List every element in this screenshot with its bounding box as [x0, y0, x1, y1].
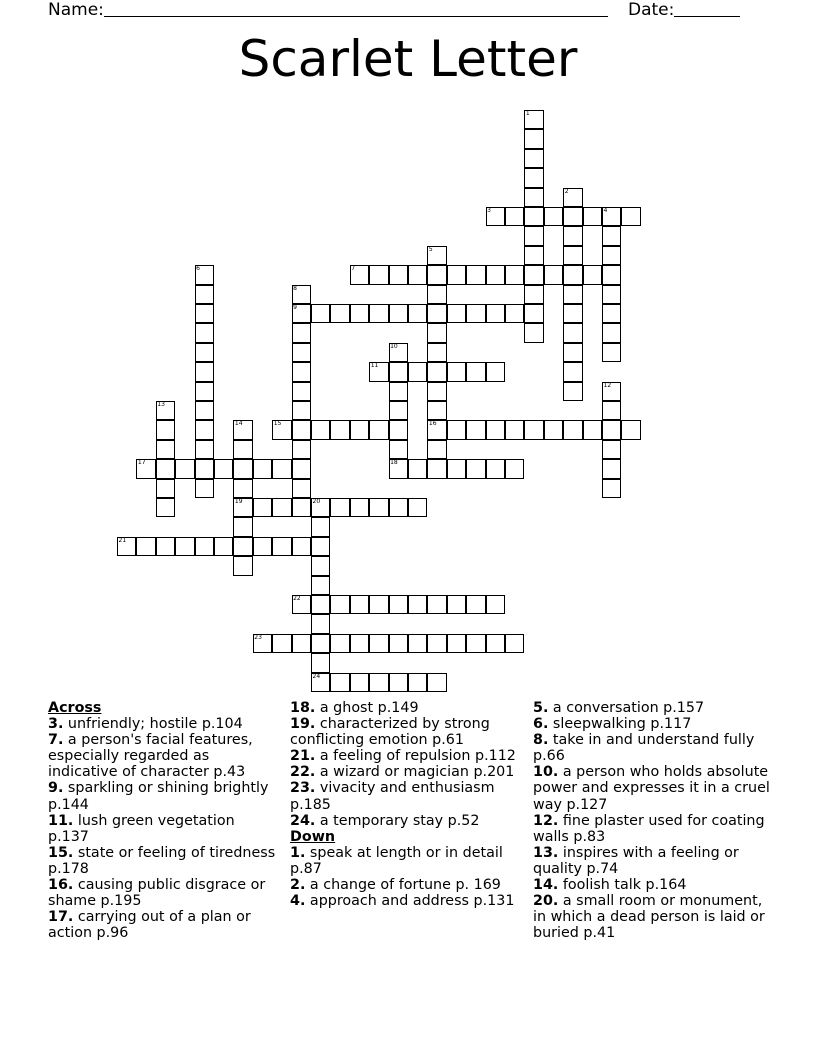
- grid-cell: [195, 459, 214, 478]
- grid-cell: [602, 401, 621, 420]
- grid-cell: [563, 304, 582, 323]
- clue-number: 4: [603, 207, 608, 214]
- grid-cell: [563, 246, 582, 265]
- clue-item-text: fine plaster used for coating walls p.83: [533, 812, 765, 845]
- grid-cell: [427, 459, 446, 478]
- clue-item-number: 11.: [48, 812, 74, 829]
- clue-item-number: 4.: [290, 893, 306, 910]
- grid-cell: [486, 459, 505, 478]
- grid-cell: [408, 595, 427, 614]
- clue-number: 5: [428, 245, 433, 253]
- grid-cell: [524, 226, 543, 245]
- clue-item-number: 19.: [290, 716, 316, 733]
- grid-cell: [369, 595, 388, 614]
- grid-cell: [311, 537, 330, 556]
- clue-number: 23: [254, 633, 262, 641]
- grid-cell: [563, 420, 582, 439]
- grid-cell: [311, 653, 330, 672]
- grid-cell: [583, 265, 602, 284]
- clue-item-number: 17.: [48, 909, 74, 926]
- grid-cell: [214, 459, 233, 478]
- grid-cell: [311, 420, 330, 439]
- grid-cell: [505, 634, 524, 653]
- grid-cell: [563, 265, 582, 284]
- grid-cell: [602, 323, 621, 342]
- grid-cell: [524, 265, 543, 284]
- grid-cell: [292, 459, 311, 478]
- grid-cell: [427, 382, 446, 401]
- date-line: [674, 16, 740, 17]
- clue-number: 21: [118, 536, 127, 544]
- grid-cell: [214, 537, 233, 556]
- grid-cell: [292, 440, 311, 459]
- grid-cell: [311, 556, 330, 575]
- clue-item: [290, 764, 526, 780]
- clue-item: [290, 700, 526, 716]
- grid-cell: [389, 440, 408, 459]
- grid-cell: [602, 246, 621, 265]
- clue-number: 11: [370, 362, 379, 370]
- clue-number: 18: [390, 459, 398, 467]
- grid-cell: [563, 382, 582, 401]
- clue-item: [290, 716, 526, 748]
- grid-cell: [602, 304, 621, 323]
- grid-cell: [195, 479, 214, 498]
- grid-cell: [311, 304, 330, 323]
- grid-cell: [524, 246, 543, 265]
- clue-number: 2: [564, 187, 569, 195]
- clue-item: [533, 877, 773, 893]
- date-label: Date:: [628, 0, 675, 20]
- grid-cell: [389, 420, 408, 439]
- grid-cell: [195, 401, 214, 420]
- clue-item-number: 24.: [290, 812, 316, 829]
- grid-cell: [292, 537, 311, 556]
- grid-cell: [195, 537, 214, 556]
- grid-cell: [350, 420, 369, 439]
- grid-cell: [602, 343, 621, 362]
- grid-cell: [486, 595, 505, 614]
- grid-cell: [466, 595, 485, 614]
- grid-cell: [447, 595, 466, 614]
- clue-item-text: a wizard or magician p.201: [315, 764, 515, 781]
- name-date-row: [48, 0, 748, 22]
- clue-item-number: 16.: [48, 877, 74, 894]
- grid-cell: [292, 401, 311, 420]
- clues-column-2: [290, 700, 526, 909]
- clue-number: 3: [487, 207, 491, 214]
- clue-item-text: vivacity and enthusiasm p.185: [290, 780, 495, 813]
- clue-item-number: 15.: [48, 844, 74, 861]
- grid-cell: [544, 207, 563, 226]
- grid-cell: [427, 440, 446, 459]
- grid-cell: [524, 149, 543, 168]
- grid-cell: [350, 595, 369, 614]
- grid-cell: [233, 459, 252, 478]
- grid-cell: [292, 479, 311, 498]
- clue-number: 10: [390, 342, 398, 350]
- grid-cell: [195, 362, 214, 381]
- grid-cell: [195, 323, 214, 342]
- grid-cell: [408, 304, 427, 323]
- grid-cell: [427, 304, 446, 323]
- grid-cell: [524, 168, 543, 187]
- clue-item: [533, 845, 773, 877]
- page-title: Scarlet Letter: [238, 30, 578, 88]
- clue-item-text: a person who holds absolute power and expresses it in a cruel way p.127: [533, 764, 770, 813]
- grid-cell: [389, 382, 408, 401]
- clue-item: [48, 732, 276, 780]
- grid-cell: [369, 498, 388, 517]
- clue-item-number: 21.: [290, 748, 316, 765]
- clue-item: [48, 780, 276, 812]
- grid-cell: [563, 362, 582, 381]
- clue-item-number: 3.: [48, 716, 64, 733]
- grid-cell: [563, 226, 582, 245]
- grid-cell: [195, 343, 214, 362]
- grid-cell: [427, 634, 446, 653]
- grid-cell: [544, 420, 563, 439]
- grid-cell: [602, 440, 621, 459]
- grid-cell: [524, 188, 543, 207]
- grid-cell: [195, 420, 214, 439]
- grid-cell: [524, 304, 543, 323]
- clue-item-number: 13.: [533, 844, 559, 861]
- grid-cell: [447, 304, 466, 323]
- grid-cell: [330, 420, 349, 439]
- grid-cell: [292, 498, 311, 517]
- grid-cell: [544, 265, 563, 284]
- grid-cell: [408, 265, 427, 284]
- grid-cell: [466, 304, 485, 323]
- grid-cell: [369, 304, 388, 323]
- grid-cell: [311, 517, 330, 536]
- grid-cell: [389, 498, 408, 517]
- clue-item-number: 8.: [533, 732, 549, 749]
- clue-item: [290, 748, 526, 764]
- grid-cell: [505, 207, 524, 226]
- grid-cell: [389, 304, 408, 323]
- grid-cell: [350, 498, 369, 517]
- grid-cell: [602, 459, 621, 478]
- clue-number: 7: [351, 265, 356, 273]
- clue-number: 22: [293, 595, 301, 602]
- grid-cell: [563, 207, 582, 226]
- grid-cell: [272, 498, 291, 517]
- grid-cell: [253, 459, 272, 478]
- grid-cell: [447, 265, 466, 284]
- clue-item-text: characterized by strong conflicting emotion p.61: [290, 716, 490, 749]
- clue-item-number: 7.: [48, 732, 64, 749]
- grid-cell: [330, 498, 349, 517]
- grid-cell: [427, 343, 446, 362]
- clue-number: 6: [196, 265, 200, 273]
- grid-cell: [408, 498, 427, 517]
- grid-cell: [330, 595, 349, 614]
- clue-item-number: 23.: [290, 780, 316, 797]
- clue-item: [533, 893, 773, 941]
- clue-item-number: 9.: [48, 780, 64, 797]
- clue-item-text: state or feeling of tiredness p.178: [48, 844, 276, 877]
- grid-cell: [466, 634, 485, 653]
- across-heading: Across: [48, 700, 102, 716]
- clue-item-number: 1.: [290, 844, 306, 861]
- grid-cell: [486, 362, 505, 381]
- clue-item-text: a conversation p.157: [548, 700, 705, 716]
- clue-item: [290, 780, 526, 812]
- clue-item-text: speak at length or in detail p.87: [290, 844, 503, 877]
- clue-item-number: 6.: [533, 716, 549, 733]
- clue-item: [290, 813, 526, 829]
- down-heading: Down: [290, 828, 336, 845]
- clue-item-number: 5.: [533, 700, 549, 716]
- clue-item-text: unfriendly; hostile p.104: [63, 716, 243, 733]
- clue-item-number: 14.: [533, 877, 559, 894]
- grid-cell: [621, 207, 640, 226]
- grid-cell: [311, 595, 330, 614]
- grid-cell: [233, 517, 252, 536]
- grid-cell: [175, 537, 194, 556]
- name-line: [104, 16, 608, 17]
- grid-cell: [466, 362, 485, 381]
- grid-cell: [292, 420, 311, 439]
- grid-cell: [389, 362, 408, 381]
- clue-item: [48, 877, 276, 909]
- clue-item: [48, 813, 276, 845]
- grid-cell: [524, 285, 543, 304]
- clue-number: 16: [428, 420, 437, 428]
- grid-cell: [330, 304, 349, 323]
- grid-cell: [466, 420, 485, 439]
- grid-cell: [408, 459, 427, 478]
- grid-cell: [195, 440, 214, 459]
- grid-cell: [583, 420, 602, 439]
- grid-cell: [408, 362, 427, 381]
- grid-cell: [389, 265, 408, 284]
- clue-item-text: inspires with a feeling or quality p.74: [533, 844, 739, 877]
- clue-item: [290, 893, 526, 909]
- grid-cell: [602, 420, 621, 439]
- clue-item-text: a ghost p.149: [315, 700, 419, 716]
- grid-cell: [427, 323, 446, 342]
- clue-item-number: 10.: [533, 764, 559, 781]
- grid-cell: [602, 226, 621, 245]
- clues-column-1: [48, 700, 276, 941]
- grid-cell: [602, 265, 621, 284]
- clue-number: 17: [137, 459, 146, 467]
- clue-item: [533, 813, 773, 845]
- clue-number: 9: [293, 304, 297, 311]
- grid-cell: [563, 285, 582, 304]
- grid-cell: [369, 265, 388, 284]
- grid-cell: [621, 420, 640, 439]
- grid-cell: [389, 401, 408, 420]
- grid-cell: [447, 362, 466, 381]
- grid-cell: [156, 479, 175, 498]
- clue-number: 19: [234, 498, 243, 505]
- clue-item-text: a change of fortune p. 169: [305, 877, 501, 894]
- grid-cell: [505, 265, 524, 284]
- grid-cell: [195, 285, 214, 304]
- grid-cell: [389, 634, 408, 653]
- grid-cell: [369, 673, 388, 692]
- grid-cell: [389, 595, 408, 614]
- grid-cell: [175, 459, 194, 478]
- grid-cell: [486, 420, 505, 439]
- clue-number: 15: [273, 420, 282, 428]
- grid-cell: [524, 129, 543, 148]
- grid-cell: [427, 673, 446, 692]
- clue-item-text: a temporary stay p.52: [315, 812, 480, 829]
- clue-item-text: approach and address p.131: [305, 893, 515, 910]
- clue-item-text: sleepwalking p.117: [548, 716, 692, 733]
- grid-cell: [233, 440, 252, 459]
- grid-cell: [195, 382, 214, 401]
- clue-item-text: take in and understand fully p.66: [533, 732, 755, 765]
- grid-cell: [156, 498, 175, 517]
- grid-cell: [427, 362, 446, 381]
- grid-cell: [427, 401, 446, 420]
- clue-number: 13: [157, 401, 165, 408]
- grid-cell: [233, 556, 252, 575]
- grid-cell: [350, 304, 369, 323]
- grid-cell: [524, 323, 543, 342]
- clue-item-text: a person's facial features, especially regarded as indicative of character p.43: [48, 732, 253, 781]
- grid-cell: [195, 304, 214, 323]
- grid-cell: [156, 420, 175, 439]
- grid-cell: [466, 265, 485, 284]
- clue-item-number: 18.: [290, 700, 316, 716]
- grid-cell: [427, 265, 446, 284]
- clue-item-text: causing public disgrace or shame p.195: [48, 877, 266, 910]
- grid-cell: [389, 673, 408, 692]
- clue-number: 8: [293, 284, 297, 292]
- grid-cell: [330, 673, 349, 692]
- grid-cell: [272, 459, 291, 478]
- grid-cell: [156, 440, 175, 459]
- clues-column-3: [533, 700, 773, 941]
- grid-cell: [253, 498, 272, 517]
- grid-cell: [292, 634, 311, 653]
- grid-cell: [369, 420, 388, 439]
- grid-cell: [427, 285, 446, 304]
- clue-item: [533, 732, 773, 764]
- clue-item: [48, 716, 276, 732]
- grid-cell: [350, 634, 369, 653]
- clue-item: [533, 764, 773, 812]
- clue-item-text: a feeling of repulsion p.112: [315, 748, 516, 765]
- grid-cell: [524, 420, 543, 439]
- grid-cell: [427, 595, 446, 614]
- grid-cell: [369, 634, 388, 653]
- grid-cell: [330, 634, 349, 653]
- grid-cell: [156, 459, 175, 478]
- grid-cell: [272, 634, 291, 653]
- clue-item: [290, 877, 526, 893]
- grid-cell: [563, 343, 582, 362]
- grid-cell: [447, 420, 466, 439]
- grid-cell: [602, 285, 621, 304]
- grid-cell: [233, 537, 252, 556]
- grid-cell: [311, 634, 330, 653]
- clue-item-text: foolish talk p.164: [558, 877, 687, 894]
- grid-cell: [447, 459, 466, 478]
- grid-cell: [156, 537, 175, 556]
- clue-item-text: carrying out of a plan or action p.96: [48, 909, 251, 942]
- clue-item: [48, 845, 276, 877]
- grid-cell: [486, 265, 505, 284]
- clue-item-text: sparkling or shining brightly p.144: [48, 780, 269, 813]
- grid-cell: [505, 420, 524, 439]
- clue-number: 1: [525, 110, 530, 117]
- clue-item-text: lush green vegetation p.137: [48, 812, 235, 845]
- clue-number: 12: [603, 381, 612, 389]
- grid-cell: [602, 479, 621, 498]
- clue-number: 24: [312, 672, 321, 680]
- grid-cell: [505, 304, 524, 323]
- clue-item-number: 12.: [533, 812, 559, 829]
- clue-number: 14: [234, 420, 243, 428]
- grid-cell: [583, 207, 602, 226]
- clue-item: [48, 909, 276, 941]
- grid-cell: [272, 537, 291, 556]
- clue-item: [533, 700, 773, 716]
- grid-cell: [233, 479, 252, 498]
- grid-cell: [311, 614, 330, 633]
- grid-cell: [524, 207, 543, 226]
- clue-item-number: 2.: [290, 877, 306, 894]
- grid-cell: [408, 673, 427, 692]
- clue-item-number: 22.: [290, 764, 316, 781]
- grid-cell: [311, 576, 330, 595]
- grid-cell: [466, 459, 485, 478]
- grid-cell: [136, 537, 155, 556]
- grid-cell: [505, 459, 524, 478]
- clue-item-text: a small room or monument, in which a dead person is laid or buried p.41: [533, 893, 765, 942]
- clue-number: 20: [312, 498, 321, 505]
- name-label: Name:: [48, 0, 104, 20]
- clue-item: [533, 716, 773, 732]
- grid-cell: [350, 673, 369, 692]
- grid-cell: [447, 634, 466, 653]
- clue-item-number: 20.: [533, 893, 559, 910]
- grid-cell: [292, 362, 311, 381]
- grid-cell: [486, 304, 505, 323]
- grid-cell: [408, 634, 427, 653]
- grid-cell: [292, 343, 311, 362]
- grid-cell: [563, 323, 582, 342]
- clue-item: [290, 845, 526, 877]
- grid-cell: [253, 537, 272, 556]
- grid-cell: [486, 634, 505, 653]
- grid-cell: [292, 323, 311, 342]
- grid-cell: [292, 382, 311, 401]
